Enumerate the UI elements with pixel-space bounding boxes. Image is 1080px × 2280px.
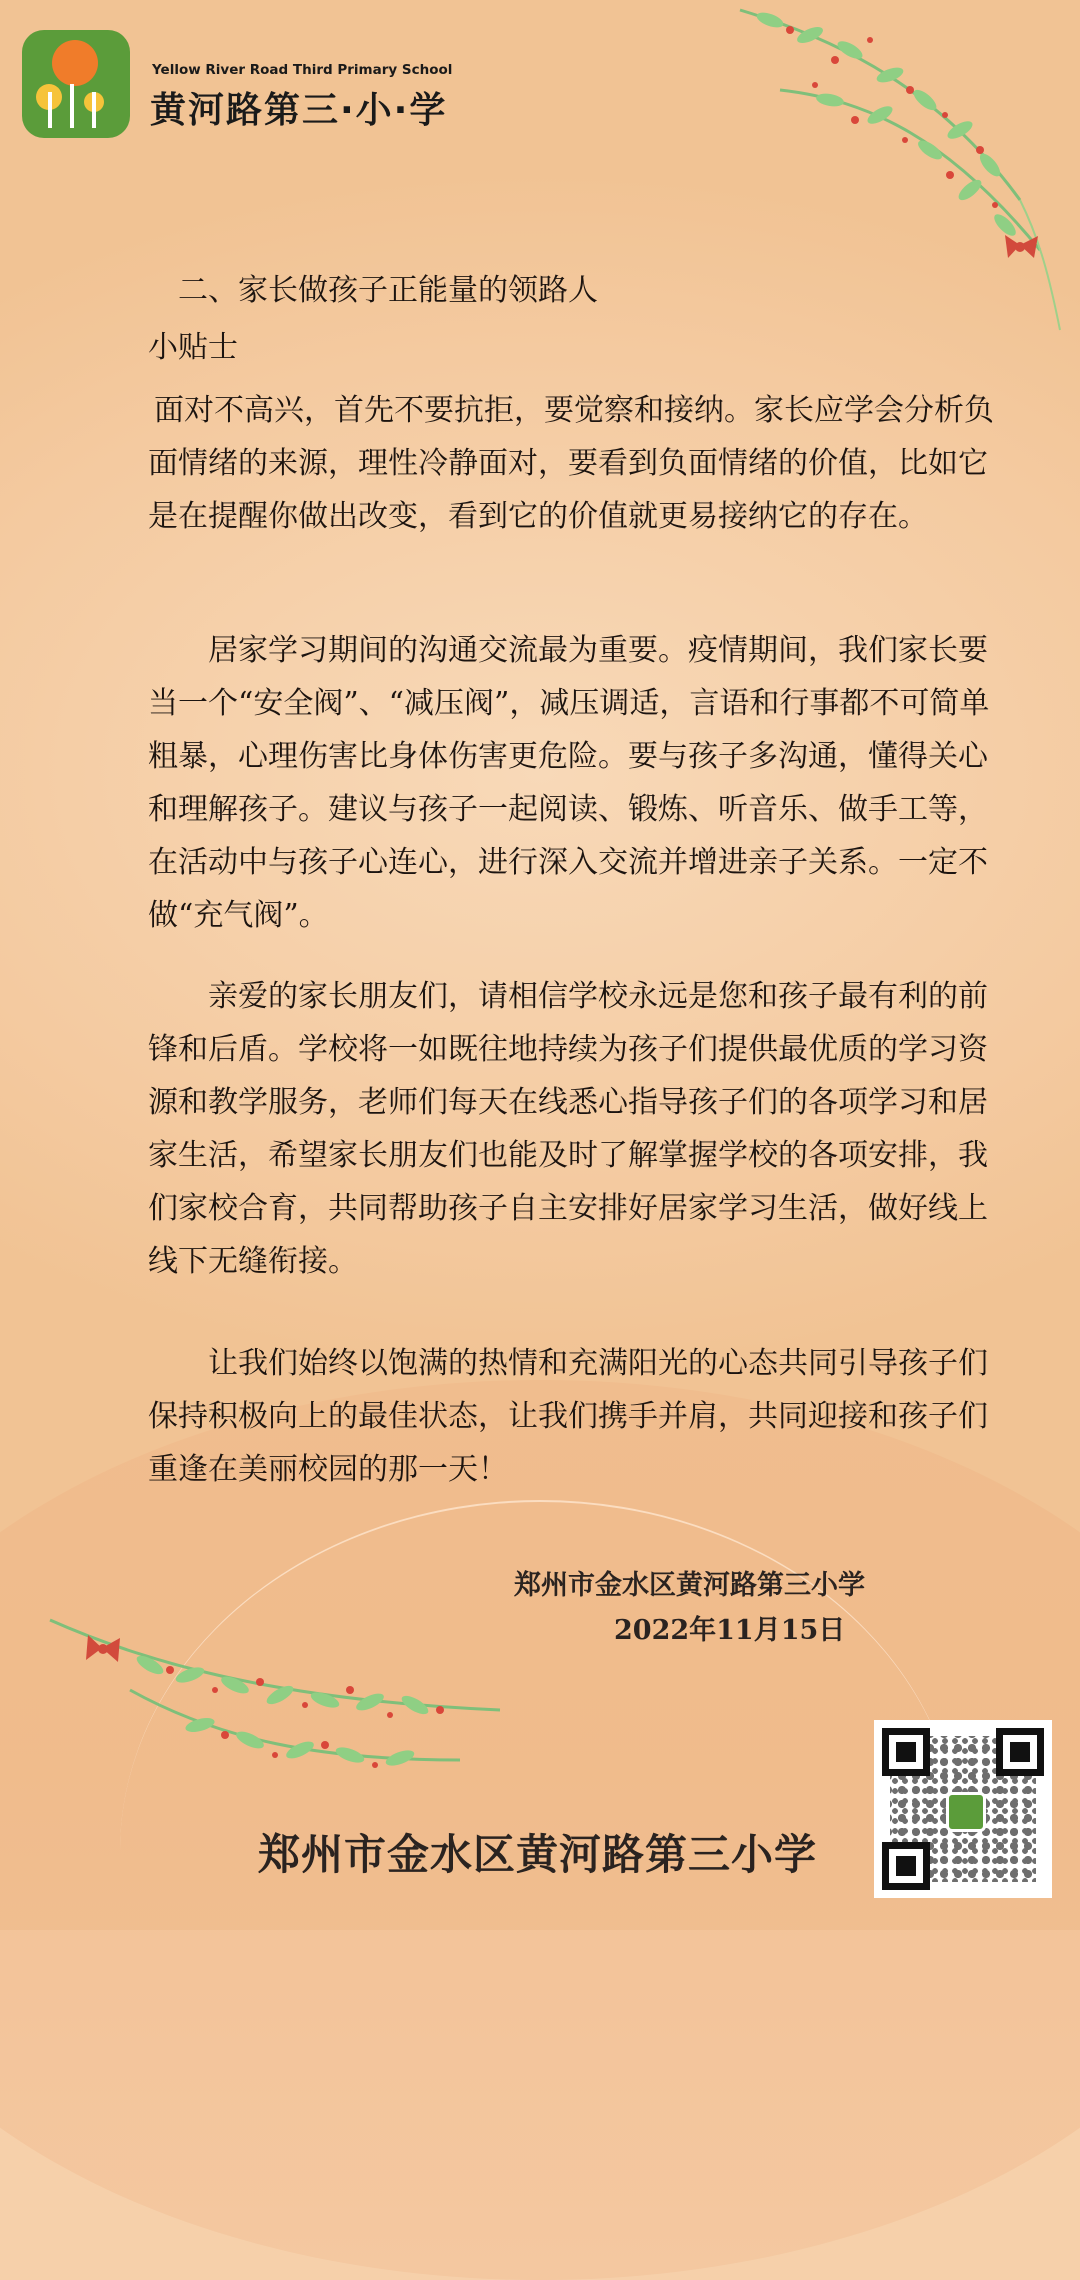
signature-org: 郑州市金水区黄河路第三小学 (514, 1570, 865, 1601)
school-name-english: Yellow River Road Third Primary School (152, 62, 453, 78)
leaf-garland-icon (40, 1590, 520, 1790)
school-name-chinese: 黄河路第三·小·学 (150, 90, 448, 131)
qr-code-icon[interactable] (874, 1720, 1052, 1898)
paragraph-1: 面对不高兴，首先不要抗拒，要觉察和接纳。家长应学会分析负面情绪的来源，理性冷静面对，要看到负面情绪的价值，比如它是在提醒你做出改变，看到它的价值就更易接纳它的存在。 (148, 393, 994, 534)
paragraph-3: 亲爱的家长朋友们，请相信学校永远是您和孩子最有利的前锋和后盾。学校将一如既往地持续为孩子们提供最优质的学习资源和教学服务，老师们每天在线悉心指导孩子们的各项学习和居家生活，希望家长朋友们也能及时了解掌握学校的各项安排，我们家校合育，共同帮助孩子自主安排好居家学习生活，做好线上线下无缝衔接。 (148, 979, 988, 1279)
section-heading: 二、家长做孩子正能量的领路人 (178, 273, 598, 308)
tips-label: 小贴士 (148, 330, 238, 365)
school-logo-icon (22, 30, 130, 138)
signature-date: 2022年11月15日 (614, 1615, 846, 1646)
footer-school-name: 郑州市金水区黄河路第三小学 (258, 1830, 818, 1879)
paragraph-2: 居家学习期间的沟通交流最为重要。疫情期间，我们家长要当一个“安全阀”、“减压阀”，减压调适，言语和行事都不可简单粗暴，心理伤害比身体伤害更危险。要与孩子多沟通，懂得关心和理解孩子。建议与孩子一起阅读、锻炼、听音乐、做手工等，在活动中与孩子心连心，进行深入交流并增进亲子关系。一定不做“充气阀”。 (148, 633, 990, 933)
paragraph-4: 让我们始终以饱满的热情和充满阳光的心态共同引导孩子们保持积极向上的最佳状态，让我们携手并肩，共同迎接和孩子们重逢在美丽校园的那一天！ (148, 1346, 988, 1487)
qr-center-logo-icon (946, 1792, 986, 1832)
